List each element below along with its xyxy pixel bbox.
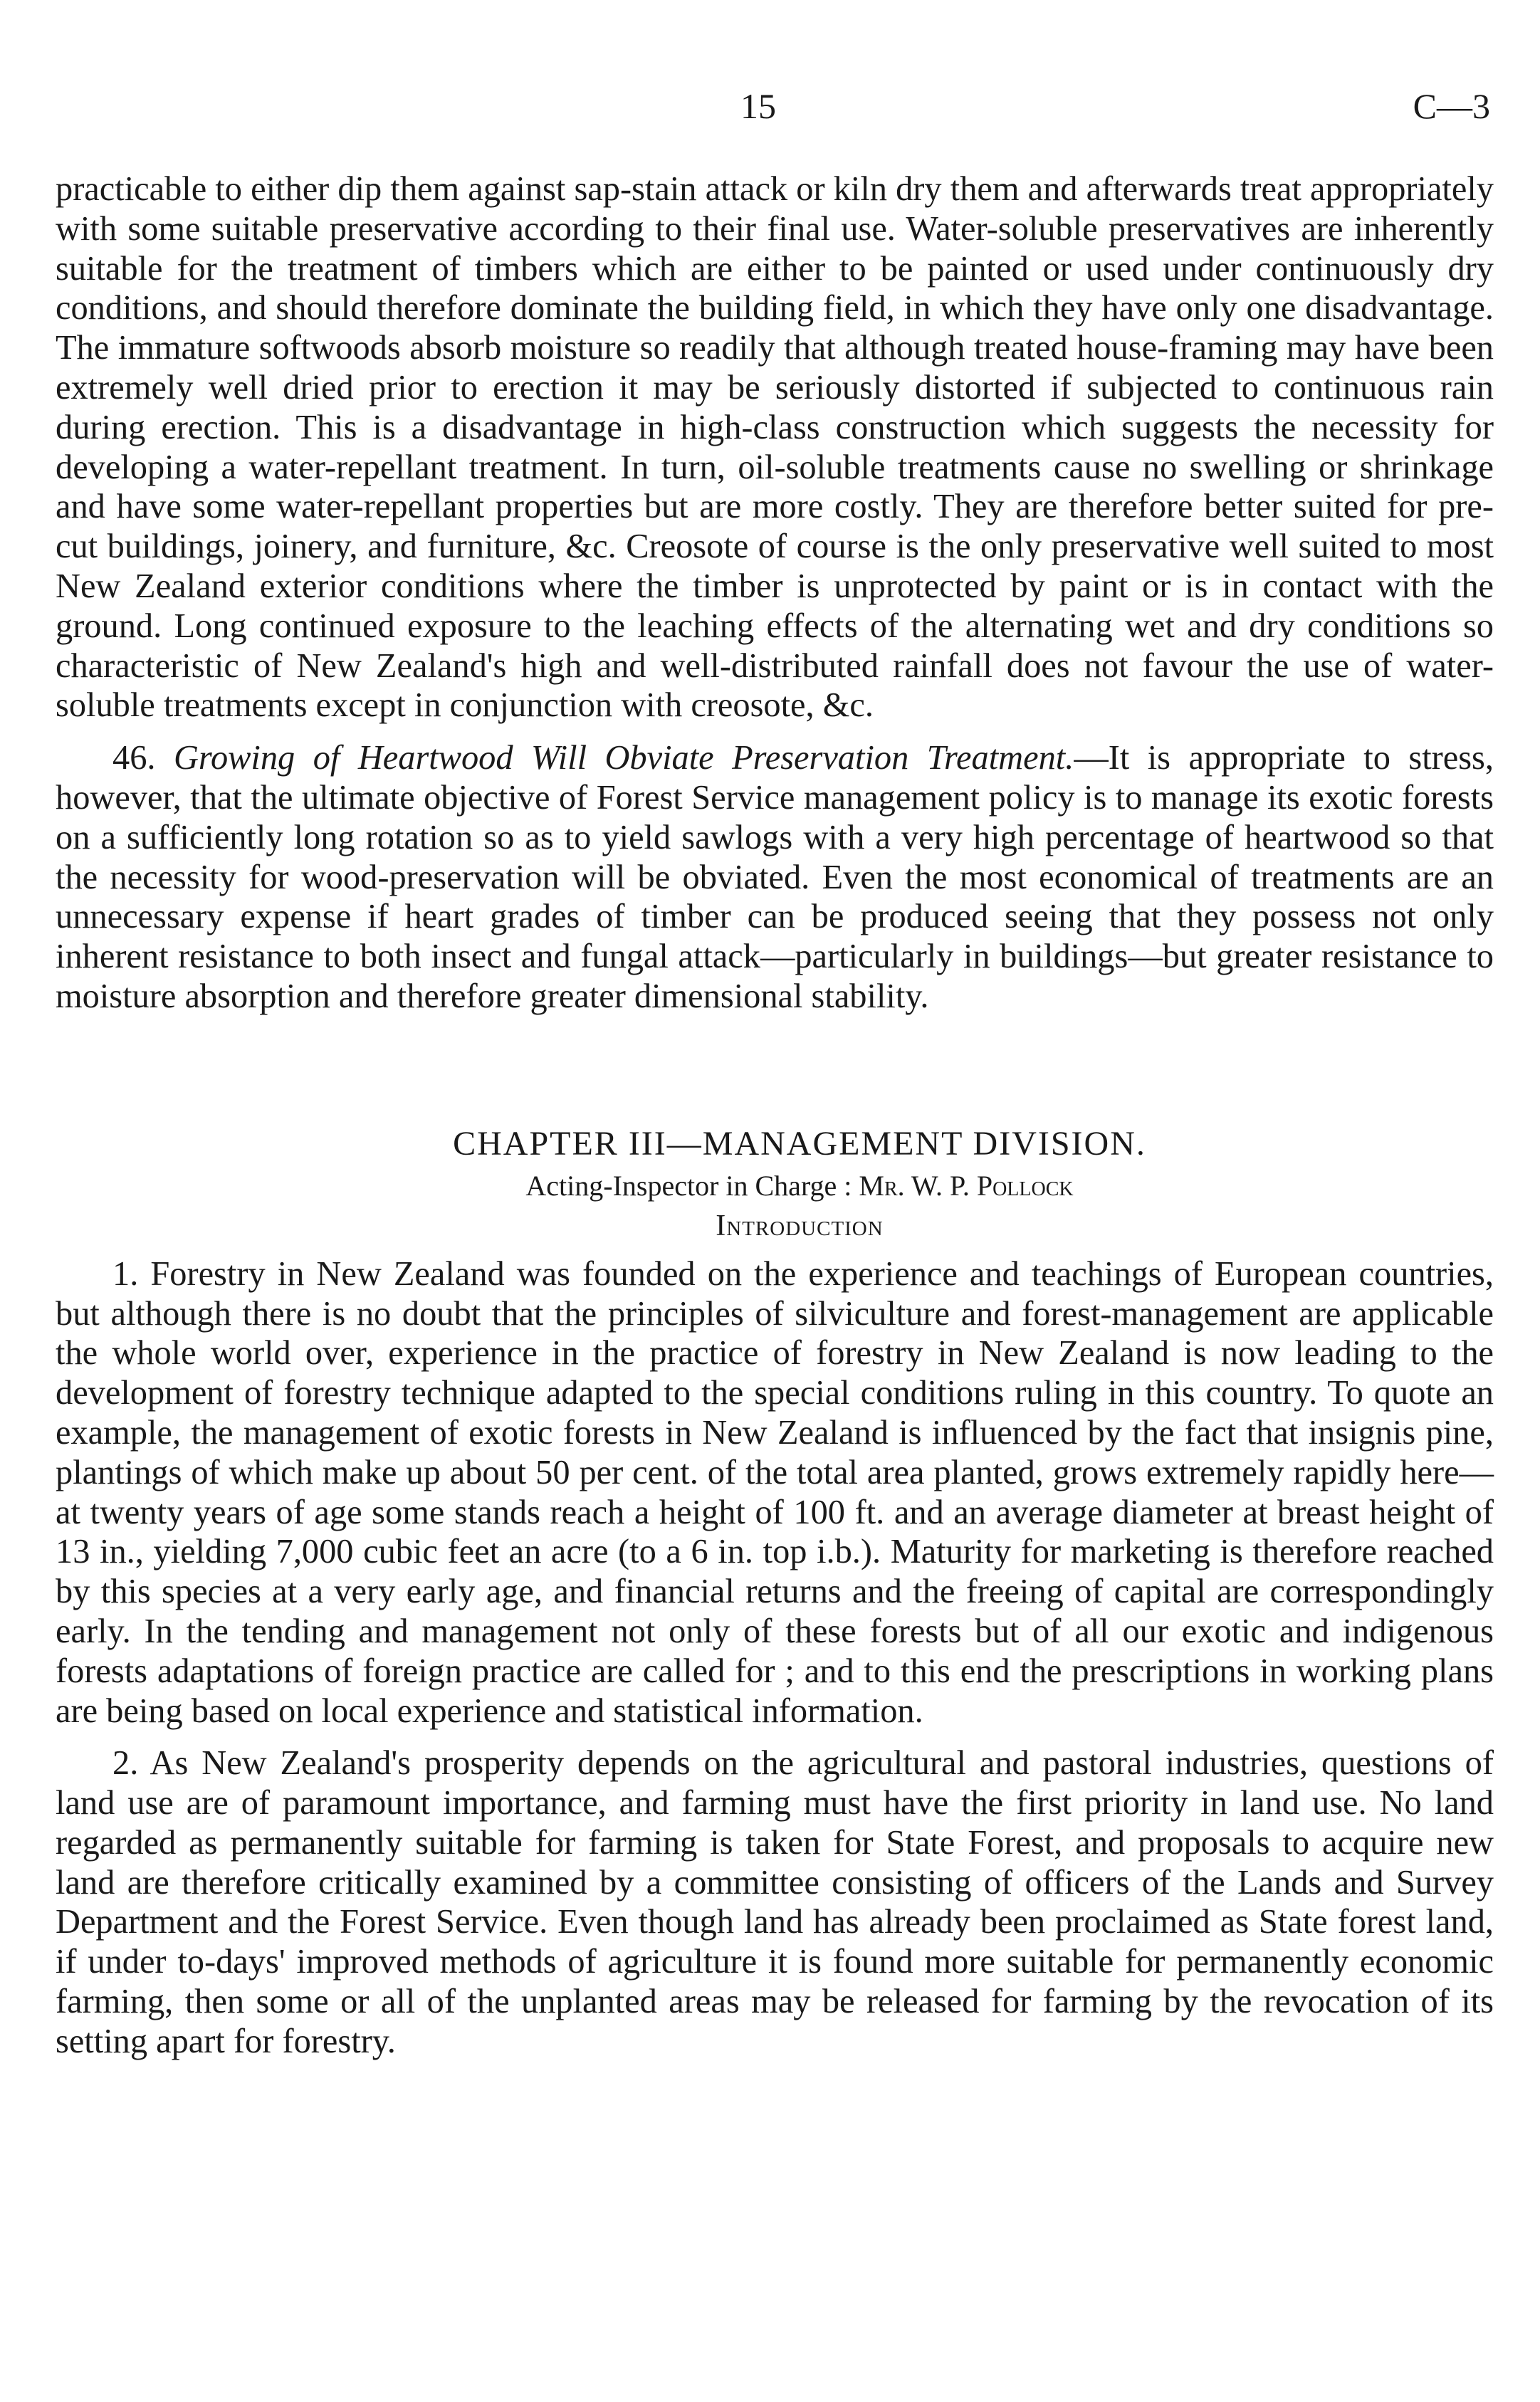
officer-line bbox=[105, 1166, 1494, 1206]
chapter-title: CHAPTER III—MANAGEMENT DIVISION. bbox=[453, 1124, 1146, 1163]
paragraph-46 bbox=[56, 738, 1494, 1017]
document-reference: C—3 bbox=[1413, 86, 1490, 126]
paragraph-46-title: Growing of Heartwood Will Obviate Preservation Treatment. bbox=[173, 739, 1074, 777]
officer-label: Acting-Inspector in Charge : bbox=[525, 1169, 852, 1202]
page-header bbox=[0, 85, 1540, 142]
paragraph-46-number: 46. bbox=[112, 739, 156, 777]
paragraph-45-continued: practicable to either dip them against sap-stain attack or kiln dry them and afterwards treat appropriately with some suitable preservative according to their final use. Water-soluble preservatives are inherently suitable for the treatment of timbers which are either to be painted or used under continuously dry conditions, and should therefore dominate the building field, in which they have only one disadvantage. The immature softwoods absorb moisture so readily that although treated house-framing may have been extremely well dried prior to erection it may be seriously distorted if subjected to continuous rain during erection. This is a disadvantage in high-class construction which suggests the necessity for developing a water-repellant treatment. In turn, oil-soluble treatments cause no swelling or shrinkage and have some water-repellant properties but are more costly. They are therefore better suited for pre-cut buildings, joinery, and furniture, &c. Creosote of course is the only preservative well suited to most New Zealand exterior conditions where the timber is unprotected by paint or is in contact with the ground. Long continued exposure to the leaching effects of the alternating wet and dry conditions so characteristic of New Zealand's high and well-distributed rainfall does not favour the use of water-soluble treatments except in conjunction with creosote, &c. bbox=[56, 170, 1494, 725]
paragraph-2: 2. As New Zealand's prosperity depends on the agricultural and pastoral industries, questions of land use are of paramount importance, and farming must have the first priority in land use. No land regarded as permanently suitable for farming is taken for State Forest, and proposals to acquire new land are therefore critically examined by a committee consisting of officers of the Lands and Survey Department and the Forest Service. Even though land has already been proclaimed as State forest land, if under to-days' improved methods of agriculture it is found more suitable for permanently economic farming, then some or all of the unplanted areas may be released for farming by the revocation of its setting apart for forestry. bbox=[56, 1744, 1494, 2060]
paragraph-46-text: —It is appropriate to stress, however, that the ultimate objective of Forest Service management policy is to manage its exotic forests on a sufficiently long rotation so as to yield sawlogs with a very high percentage of heartwood so that the necessity for wood-preservation will be obviated. Even the most economical of treatments are an unnecessary expense if heart grades of timber can be produced seeing that they possess not only inherent resistance to both insect and fungal attack—particularly in buildings—but greater resistance to moisture absorption and therefore greater dimensional stability. bbox=[56, 739, 1494, 1015]
officer-name: Mr. W. P. Pollock bbox=[859, 1169, 1074, 1202]
introduction-heading: Introduction bbox=[716, 1209, 884, 1242]
page-content bbox=[56, 169, 1494, 2062]
paragraph-1: 1. Forestry in New Zealand was founded on the experience and teachings of European countries, but although there is no doubt that the principles of silviculture and forest-management are applicable the whole world over, experience in the practice of forestry in New Zealand is now leading to the development of forestry technique adapted to the special conditions ruling in this country. To quote an example, the management of exotic forests in New Zealand is influenced by the fact that insignis pine, plantings of which make up about 50 per cent. of the total area planted, grows extremely rapidly here—at twenty years of age some stands reach a height of 100 ft. and an average diameter at breast height of 13 in., yielding 7,000 cubic feet an acre (to a 6 in. top i.b.). Maturity for marketing is therefore reached by this species at a very early age, and financial returns and the freeing of capital are correspondingly early. In the tending and management not only of these forests but of all our exotic and indigenous forests adaptations of foreign practice are called for ; and to this end the prescriptions in working plans are being based on local experience and statistical information. bbox=[56, 1254, 1494, 1730]
page-number: 15 bbox=[740, 86, 776, 126]
